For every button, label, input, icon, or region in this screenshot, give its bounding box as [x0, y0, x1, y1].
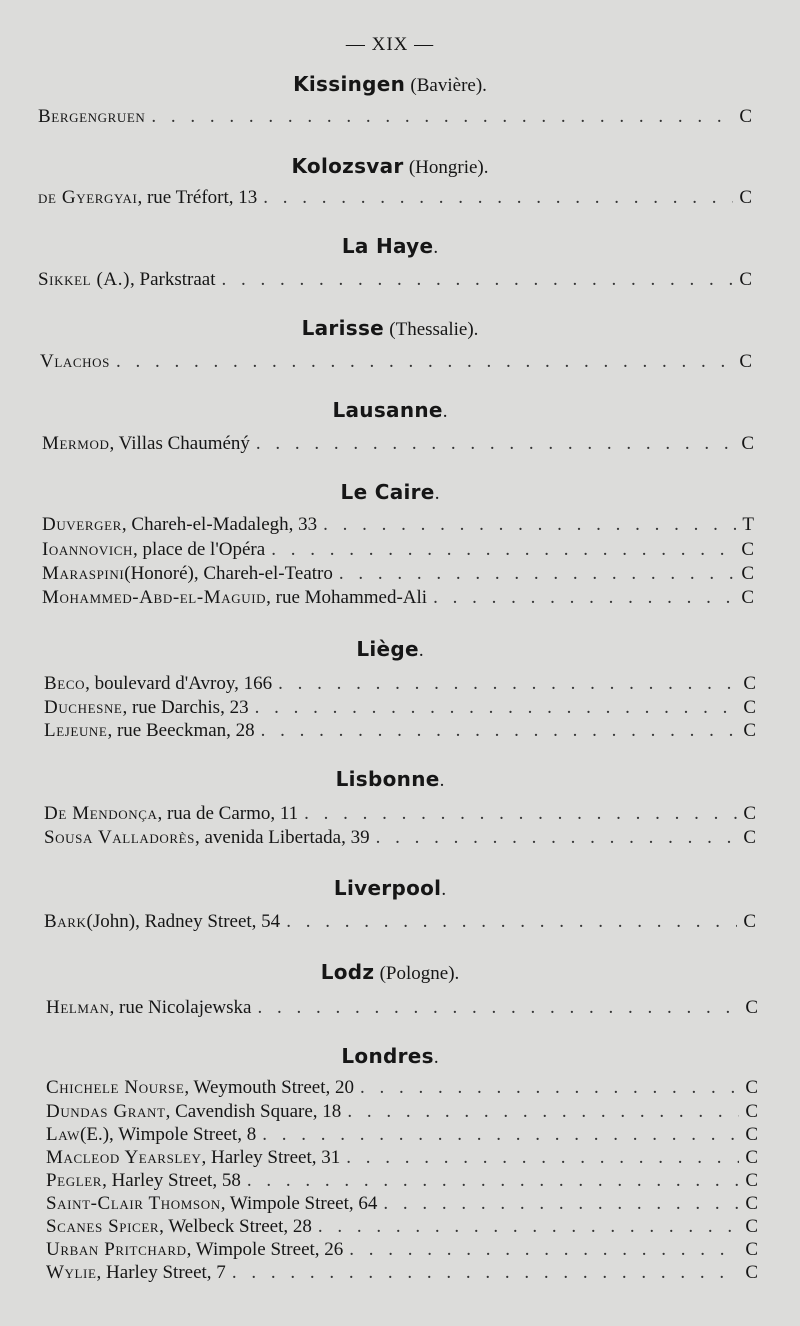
list-item — [44, 720, 756, 742]
entry-address: , avenida Libertada, 39 — [194, 827, 370, 848]
entry-address: (E.), Wimpole Street, 8 — [80, 1124, 257, 1145]
entry-code: C — [739, 269, 752, 290]
list-item — [46, 1170, 758, 1192]
entry-name: Sousa Valladorès — [44, 827, 195, 848]
dot-leader — [256, 433, 735, 455]
list-item — [46, 1077, 758, 1099]
entry-code: C — [741, 587, 754, 608]
entry-code: C — [741, 539, 754, 560]
entry-code: C — [739, 106, 752, 127]
region-name: (Bavière). — [410, 75, 487, 96]
entry-code: C — [743, 697, 756, 718]
entry-name: Law — [46, 1124, 81, 1145]
region-name: . — [434, 483, 440, 504]
list-item — [46, 1193, 758, 1215]
list-item — [46, 997, 758, 1019]
dot-leader — [383, 1193, 739, 1215]
entry-name: Maraspini — [42, 563, 125, 584]
entry-name: Mermod — [42, 433, 110, 454]
entry-address: , rua de Carmo, 11 — [157, 803, 299, 824]
section-heading — [0, 960, 780, 985]
list-item — [46, 1239, 758, 1261]
section-heading — [0, 637, 780, 662]
section-heading — [0, 154, 780, 179]
dot-leader — [255, 697, 738, 719]
entry-name: Bark — [44, 911, 87, 932]
entry-address: , Harley Street, 31 — [201, 1147, 341, 1168]
section-heading — [0, 316, 780, 341]
entry-name: Sikkel (A.) — [38, 269, 131, 290]
entry-address: , rue Nicolajewska — [109, 997, 252, 1018]
dot-leader — [151, 106, 733, 128]
region-name: . — [442, 401, 448, 422]
region-name: (Pologne). — [379, 963, 460, 984]
entry-code: C — [745, 1170, 758, 1191]
entry-code: C — [743, 673, 756, 694]
entry-address: , Welbeck Street, 28 — [159, 1216, 312, 1237]
entry-name: Duverger — [42, 514, 122, 535]
dot-leader — [271, 539, 735, 561]
region-name: . — [433, 1047, 439, 1068]
city-name: Kolozsvar — [291, 154, 404, 178]
entry-name: Pegler — [46, 1170, 103, 1191]
entry-address: , Parkstraat — [130, 269, 216, 290]
entry-address: , rue Mohammed-Ali — [266, 587, 428, 608]
dot-leader — [286, 911, 737, 933]
dot-leader — [318, 1216, 739, 1238]
entry-address: , rue Beeckman, 28 — [107, 720, 255, 741]
city-name: Le Caire — [340, 480, 435, 504]
entry-code: C — [745, 1193, 758, 1214]
entry-name: Scanes Spicer — [46, 1216, 160, 1237]
dot-leader — [263, 187, 733, 209]
dot-leader — [433, 587, 735, 609]
entry-code: C — [743, 720, 756, 741]
region-name: . — [439, 770, 445, 791]
list-item — [42, 563, 754, 585]
region-name: (Thessalie). — [389, 319, 479, 340]
entry-address: , Cavendish Square, 18 — [165, 1101, 342, 1122]
entry-address: (John), Radney Street, 54 — [86, 911, 281, 932]
dot-leader — [323, 514, 736, 536]
section-heading — [0, 234, 780, 259]
city-name: La Haye — [341, 234, 434, 258]
entry-code: C — [743, 803, 756, 824]
list-item — [38, 269, 752, 291]
section-heading — [0, 72, 780, 97]
city-name: Londres — [341, 1044, 434, 1068]
region-name: . — [441, 879, 447, 900]
list-item — [44, 803, 756, 825]
city-name: Lausanne — [332, 398, 443, 422]
entry-address: (Honoré), Chareh-el-Teatro — [124, 563, 333, 584]
entry-name: Ioannovich — [42, 539, 134, 560]
city-name: Liège — [356, 637, 419, 661]
entry-name: Wylie — [46, 1262, 97, 1283]
entry-name: Duchesne — [44, 697, 123, 718]
entry-name: Chichele Nourse — [46, 1077, 185, 1098]
entry-name: Helman — [46, 997, 110, 1018]
list-item — [44, 911, 756, 933]
entry-name: Dundas Grant — [46, 1101, 166, 1122]
section-heading — [0, 876, 780, 901]
entry-code: C — [745, 1147, 758, 1168]
list-item — [38, 106, 752, 128]
list-item — [46, 1216, 758, 1238]
entry-name: Macleod Yearsley — [46, 1147, 202, 1168]
page-number: — XIX — — [345, 34, 435, 55]
entry-code: C — [745, 1216, 758, 1237]
entry-code: C — [739, 351, 752, 372]
dot-leader — [347, 1101, 739, 1123]
entry-name: Mohammed-Abd-el-Maguid — [42, 587, 267, 608]
entry-code: C — [745, 997, 758, 1018]
entry-name: Beco — [44, 673, 86, 694]
region-name: (Hongrie). — [408, 157, 489, 178]
entry-name: de Gyergyai — [38, 187, 138, 208]
section-heading — [0, 398, 780, 423]
entry-name: Saint-Clair Thomson — [46, 1193, 221, 1214]
entry-code: C — [741, 433, 754, 454]
entry-address: , Harley Street, 7 — [96, 1262, 226, 1283]
list-item — [44, 827, 756, 849]
entry-code: C — [745, 1239, 758, 1260]
entry-code: C — [745, 1262, 758, 1283]
entry-address: , Harley Street, 58 — [102, 1170, 241, 1191]
entry-address: , place de l'Opéra — [133, 539, 266, 560]
entry-address: , Wimpole Street, 26 — [186, 1239, 344, 1260]
entry-code: T — [742, 514, 754, 535]
list-item — [42, 433, 754, 455]
entry-code: C — [743, 911, 756, 932]
dot-leader — [262, 1124, 739, 1146]
entry-code: C — [745, 1101, 758, 1122]
entry-name: De Mendonça — [44, 803, 158, 824]
entry-name: Urban Pritchard — [46, 1239, 187, 1260]
entry-name: Bergengruen — [38, 106, 146, 127]
region-name: . — [433, 237, 439, 258]
section-heading — [0, 1044, 780, 1069]
entry-name: Vlachos — [40, 351, 110, 372]
entry-name: Lejeune — [44, 720, 108, 741]
dot-leader — [339, 563, 735, 585]
region-name: . — [418, 640, 424, 661]
dot-leader — [360, 1077, 739, 1099]
list-item — [46, 1147, 758, 1169]
dot-leader — [222, 269, 734, 291]
dot-leader — [261, 720, 738, 742]
list-item — [46, 1124, 758, 1146]
entry-address: , Weymouth Street, 20 — [184, 1077, 355, 1098]
entry-address: , boulevard d'Avroy, 166 — [85, 673, 273, 694]
dot-leader — [304, 803, 737, 825]
list-item — [46, 1262, 758, 1284]
dot-leader — [346, 1147, 739, 1169]
dot-leader — [247, 1170, 739, 1192]
entry-address: , rue Tréfort, 13 — [137, 187, 258, 208]
entry-code: C — [743, 827, 756, 848]
list-item — [44, 673, 756, 695]
entry-address: , Wimpole Street, 64 — [220, 1193, 378, 1214]
city-name: Larisse — [301, 316, 385, 340]
dot-leader — [257, 997, 739, 1019]
city-name: Lodz — [320, 960, 375, 984]
entry-code: C — [745, 1077, 758, 1098]
city-name: Kissingen — [293, 72, 406, 96]
entry-address: , Chareh-el-Madalegh, 33 — [121, 514, 318, 535]
list-item — [42, 587, 754, 609]
dot-leader — [278, 673, 737, 695]
section-heading — [0, 480, 780, 505]
list-item — [42, 514, 754, 536]
list-item — [46, 1101, 758, 1123]
entry-code: C — [745, 1124, 758, 1145]
list-item — [40, 351, 752, 373]
list-item — [38, 187, 752, 209]
list-item — [42, 539, 754, 561]
dot-leader — [349, 1239, 739, 1261]
city-name: Liverpool — [333, 876, 442, 900]
dot-leader — [376, 827, 738, 849]
section-heading — [0, 767, 780, 792]
dot-leader — [232, 1262, 740, 1284]
entry-address: , rue Darchis, 23 — [122, 697, 249, 718]
entry-code: C — [739, 187, 752, 208]
dot-leader — [116, 351, 733, 373]
city-name: Lisbonne — [335, 767, 440, 791]
entry-address: , Villas Chauméný — [109, 433, 250, 454]
entry-code: C — [741, 563, 754, 584]
list-item — [44, 697, 756, 719]
